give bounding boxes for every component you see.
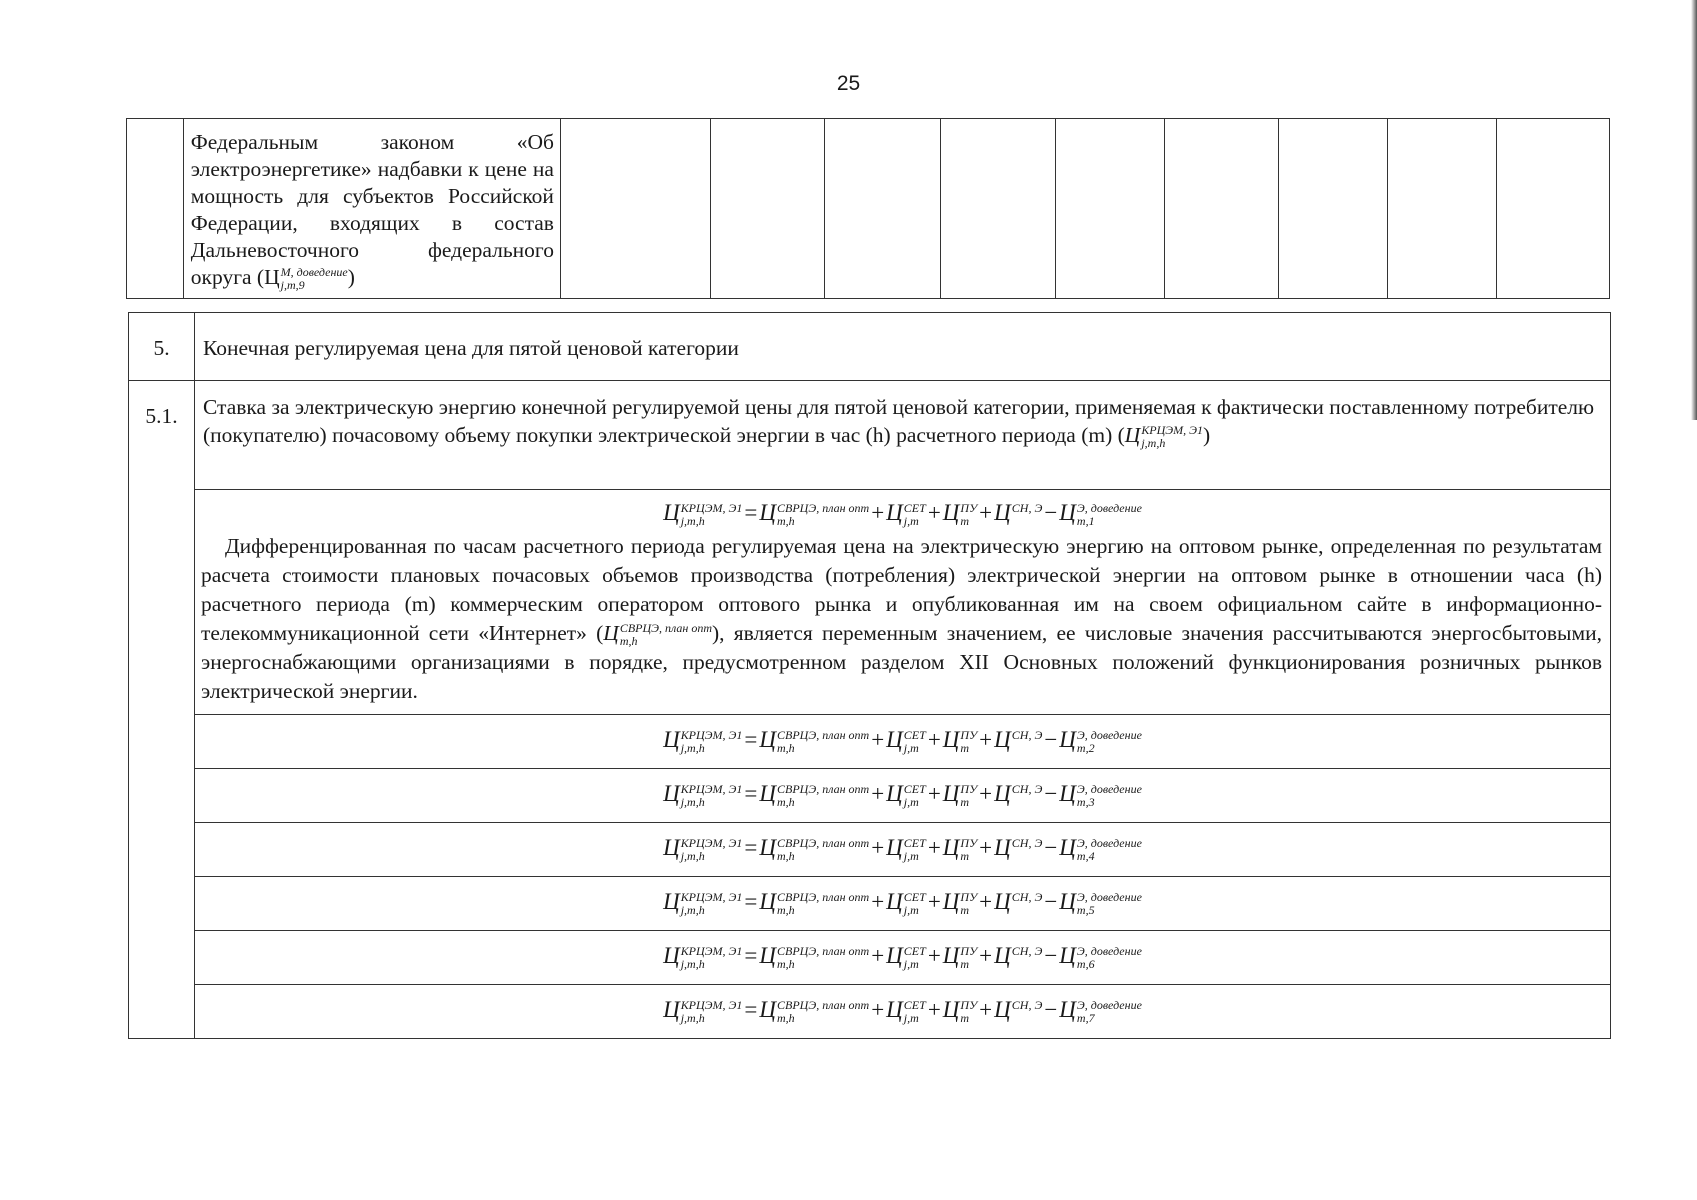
description-cell: Федеральным законом «Об электроэнергетике» надбавки к цене на мощность для субъектов Российской Федерации, входящих в состав Дальневосточного федерального округа (Ц М, доведение j,m,9 ) [183,119,560,299]
scan-edge-shadow [1691,0,1697,420]
formula-row [129,714,1611,768]
formula-row [129,984,1611,1038]
value-cell [1165,119,1279,299]
price-table-section-5 [128,312,1611,1039]
price-symbol: Ц М, доведение j,m,9 [264,265,348,293]
value-cell [941,119,1056,299]
formula-7: Ц КРЦЭМ, Э1 j,m,h =Ц СВРЦЭ, план опт m,h +Ц СЕТ j,m +Ц ПУ m +Ц СН, Э −Ц Э, доведение m,7 [195,984,1611,1038]
subheading-cell: Ставка за электрическую энергию конечной регулируемой цены для пятой ценовой категории, применяемая к фактически поставленному потребителю (покупателю) почасовому объему покупки электрической энергии в час (h) расчетного периода (m) (Ц КРЦЭМ, Э1 j,m,h ) [195,381,1611,490]
value-cell [1278,119,1387,299]
page-number: 25 [836,72,861,95]
row-number-cell [129,381,195,1039]
row-number-cell-empty [127,119,184,299]
formula-row [129,822,1611,876]
price-table-continuation [126,118,1610,299]
formula-paragraph-row [129,490,1611,715]
value-cell [560,119,710,299]
formula-2: Ц КРЦЭМ, Э1 j,m,h =Ц СВРЦЭ, план опт m,h +Ц СЕТ j,m +Ц ПУ m +Ц СН, Э −Ц Э, доведение m,2 [195,714,1611,768]
value-cell [824,119,941,299]
row-number: 5.1. [145,404,178,428]
formula-paragraph-cell [195,490,1611,715]
formula-row [129,768,1611,822]
table-row-5 [129,313,1611,381]
row-number: 5. [153,336,170,360]
formula-row [129,876,1611,930]
row-number-cell [129,313,195,381]
value-cell [1055,119,1164,299]
heading-cell [195,313,1611,381]
formula-row [129,930,1611,984]
table-row [127,119,1610,299]
formula-3: Ц КРЦЭМ, Э1 j,m,h =Ц СВРЦЭ, план опт m,h +Ц СЕТ j,m +Ц ПУ m +Ц СН, Э −Ц Э, доведение m,3 [195,768,1611,822]
formula-5: Ц КРЦЭМ, Э1 j,m,h =Ц СВРЦЭ, план опт m,h +Ц СЕТ j,m +Ц ПУ m +Ц СН, Э −Ц Э, доведение m,5 [195,876,1611,930]
section-heading: Конечная регулируемая цена для пятой ценовой категории [203,336,739,360]
formula-4: Ц КРЦЭМ, Э1 j,m,h =Ц СВРЦЭ, план опт m,h +Ц СЕТ j,m +Ц ПУ m +Ц СН, Э −Ц Э, доведение m,4 [195,822,1611,876]
table-row-5-1 [129,381,1611,490]
value-cell [1388,119,1497,299]
description-text: Федеральным законом «Об электроэнергетике» надбавки к цене на мощность для субъектов Российской Федерации, входящих в состав Дальневосточного федерального округа ( [190,130,554,289]
price-symbol: Ц КРЦЭМ, Э1 j,m,h [1124,423,1203,451]
subheading-text: Ставка за электрическую энергию конечной регулируемой цены для пятой ценовой категории, применяемая к фактически поставленному потребителю (покупателю) почасовому объему покупки электрической энергии в час (h) расчетного периода (m) ( [203,395,1595,447]
description-paragraph: Дифференцированная по часам расчетного периода регулируемая цена на электрическую энергию на оптовом рынке, определенная по результатам расчета стоимости плановых почасовых объемов производства (потребления) электрической энергии на оптовом рынке в отношении часа (h) расчетного периода (m) коммерческим оператором оптового рынка и опубликованная им на своем официальном сайте в информационно-телекоммуникационной сети «Интернет» (Ц СВРЦЭ, план опт m,h ), является переменным значением, ее числовые значения рассчитываются энергосбытовыми, энергоснабжающими организациями в порядке, предусмотренном разделом XII Основных положений функционирования розничных рынков электрической энергии. [201,533,1602,703]
value-cell [710,119,824,299]
formula-1: Ц КРЦЭМ, Э1 j,m,h =Ц СВРЦЭ, план опт m,h +Ц СЕТ j,m +Ц ПУ m +Ц СН, Э −Ц Э, доведение m,1 [663,500,1142,528]
value-cell [1497,119,1610,299]
formula-6: Ц КРЦЭМ, Э1 j,m,h =Ц СВРЦЭ, план опт m,h +Ц СЕТ j,m +Ц ПУ m +Ц СН, Э −Ц Э, доведение m,6 [195,930,1611,984]
